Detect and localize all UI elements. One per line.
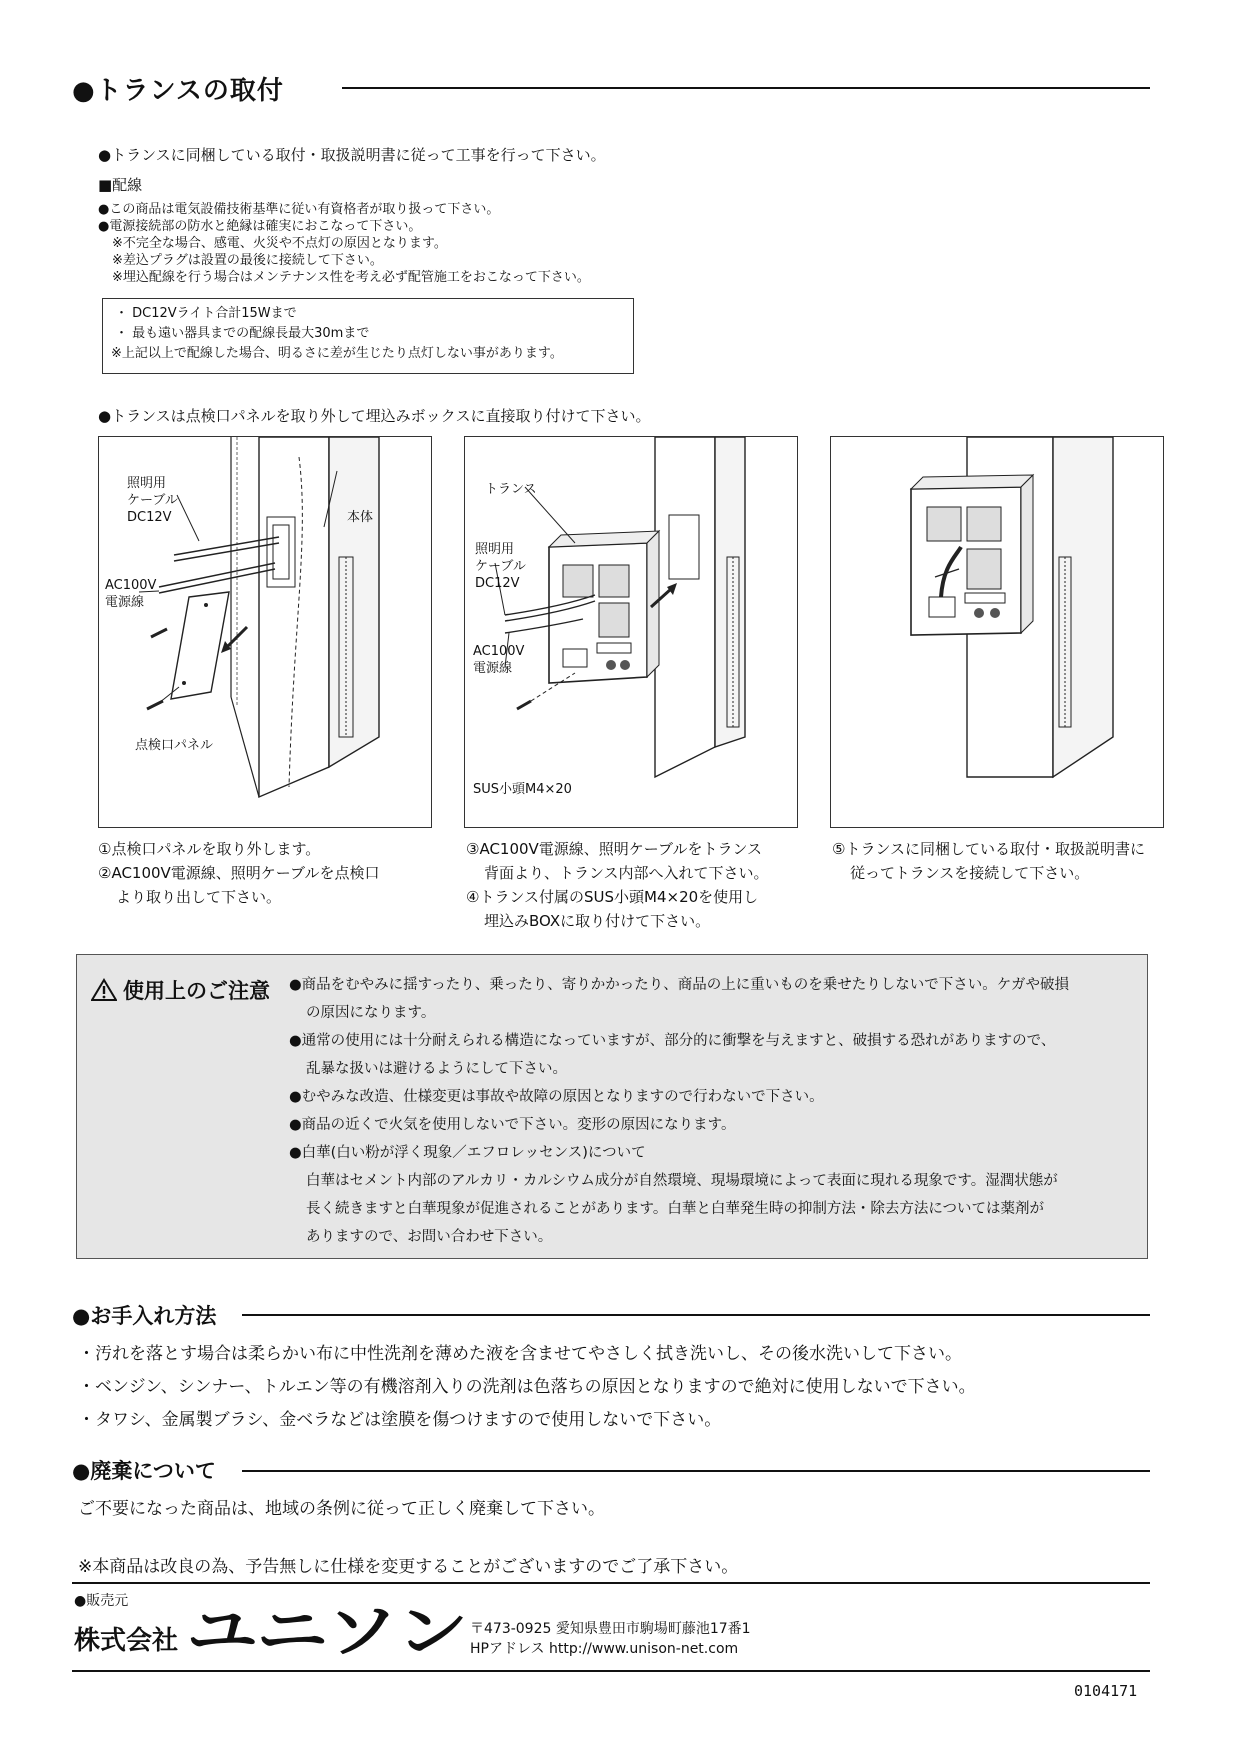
wiring-line: ※不完全な場合、感電、火災や不点灯の原因となります。 [112, 236, 447, 251]
disposal-text: ご不要になった商品は、地域の条例に従って正しく廃棄して下さい。 [78, 1499, 605, 1519]
care-line: ・汚れを落とす場合は柔らかい布に中性洗剤を薄めた液を含ませてやさしく拭き洗いし、その後水洗いして下さい。 [78, 1344, 962, 1364]
disposal-title: ●廃棄について [72, 1459, 216, 1483]
caution-line: ●商品をむやみに揺すったり、乗ったり、寄りかかったり、商品の上に重いものを乗せたりしないで下さい。ケガや破損 [289, 977, 1069, 993]
caption-4b: 埋込みBOXに取り付けて下さい。 [484, 912, 711, 930]
footer-bottom-rule [72, 1670, 1150, 1672]
caution-line: ●むやみな改造、仕様変更は事故や故障の原因となりますので行わないで下さい。 [289, 1089, 824, 1105]
care-title-rule [242, 1314, 1150, 1316]
label-cable: 照明用 ケーブル DC12V [475, 542, 526, 591]
warning-icon [91, 978, 117, 1002]
care-list [78, 1338, 976, 1437]
mount-note: ●トランスは点検口パネルを取り外して埋込みボックスに直接取り付けて下さい。 [98, 407, 651, 425]
caution-title: 使用上のご注意 [123, 979, 270, 1003]
spec-box [102, 298, 634, 374]
install-title: ●トランスの取付 [72, 76, 284, 106]
figure-3-drawing [831, 437, 1163, 827]
caution-box [76, 954, 1148, 1259]
caution-line: 長く続きますと白華現象が促進されることがあります。白華と白華発生時の抑制方法・除去方法については薬剤が [306, 1201, 1045, 1217]
caption-5b: 従ってトランスを接続して下さい。 [850, 864, 1090, 882]
company-prefix: 株式会社 [74, 1626, 179, 1656]
label-cable: 照明用 ケーブル DC12V [127, 476, 178, 525]
label-ac: AC100V 電源線 [473, 644, 525, 676]
disposal-title-rule [242, 1470, 1150, 1472]
wiring-line: ※埋込配線を行う場合はメンテナンス性を考え必ず配管施工をおこなって下さい。 [112, 270, 590, 285]
label-ac: AC100V 電源線 [105, 578, 157, 610]
caution-line: ●商品の近くで火気を使用しないで下さい。変形の原因になります。 [289, 1117, 736, 1133]
brand-logo: ユニソン [186, 1597, 467, 1665]
seller-label: ●販売元 [74, 1593, 129, 1609]
spec-line: ※上記以上で配線した場合、明るさに差が生じたり点灯しない事があります。 [111, 346, 563, 361]
label-body: 本体 [347, 510, 374, 525]
label-screw: SUS小頭M4×20 [473, 782, 572, 797]
caption-5a: ⑤トランスに同梱している取付・取扱説明書に [832, 840, 1145, 858]
caption-2b: より取り出して下さい。 [116, 888, 282, 906]
caption-3b: 背面より、トランス内部へ入れて下さい。 [484, 864, 769, 882]
spec-change-notice: ※本商品は改良の為、予告無しに仕様を変更することがございますのでご了承下さい。 [78, 1557, 739, 1577]
address: 〒473-0925 愛知県豊田市駒場町藤池17番1 [470, 1621, 751, 1637]
install-title-rule [342, 87, 1150, 89]
care-line: ・タワシ、金属製ブラシ、金ベラなどは塗膜を傷つけますので使用しないで下さい。 [78, 1410, 722, 1430]
caption-2a: ②AC100V電源線、照明ケーブルを点検口 [98, 864, 380, 882]
caption-3a: ③AC100V電源線、照明ケーブルをトランス [466, 840, 763, 858]
website-url: HPアドレス http://www.unison-net.com [470, 1641, 739, 1657]
caution-line: ●白華(白い粉が浮く現象／エフロレッセンス)について [289, 1145, 646, 1161]
footer-top-rule [72, 1582, 1150, 1584]
figure-1 [98, 436, 432, 828]
caption-4a: ④トランス付属のSUS小頭M4×20を使用し [466, 888, 759, 906]
spec-line: ・ DC12Vライト合計15Wまで [115, 306, 297, 321]
figure-3 [830, 436, 1164, 828]
caution-line: 白華はセメント内部のアルカリ・カルシウム成分が自然環境、現場環境によって表面に現れる現象です。湿潤状態が [306, 1173, 1058, 1189]
caution-line: 乱暴な扱いは避けるようにして下さい。 [306, 1061, 567, 1077]
caution-line: ●通常の使用には十分耐えられる構造になっていますが、部分的に衝撃を与えますと、破損する恐れがありますので、 [289, 1033, 1056, 1049]
wiring-heading: ■配線 [98, 176, 143, 194]
caution-list [289, 971, 1069, 1251]
wiring-line: ●電源接続部の防水と絶縁は確実におこなって下さい。 [98, 219, 422, 234]
label-panel: 点検口パネル [135, 738, 214, 753]
figure-2 [464, 436, 798, 828]
caution-line: ありますので、お問い合わせ下さい。 [306, 1229, 553, 1245]
label-trans: トランス [485, 482, 537, 497]
wiring-line: ●この商品は電気設備技術基準に従い有資格者が取り扱って下さい。 [98, 202, 500, 217]
care-line: ・ベンジン、シンナー、トルエン等の有機溶剤入りの洗剤は色落ちの原因となりますので絶対に使用しないで下さい。 [78, 1377, 976, 1397]
caption-1: ①点検口パネルを取り外します。 [98, 840, 321, 858]
care-title: ●お手入れ方法 [72, 1304, 217, 1328]
caution-line: の原因になります。 [306, 1005, 436, 1021]
caution-heading [91, 975, 270, 1005]
document-code: 0104171 [1074, 1682, 1138, 1700]
install-intro: ●トランスに同梱している取付・取扱説明書に従って工事を行って下さい。 [98, 146, 606, 164]
spec-line: ・ 最も遠い器具までの配線長最大30mまで [115, 326, 370, 341]
wiring-line: ※差込プラグは設置の最後に接続して下さい。 [112, 253, 383, 268]
